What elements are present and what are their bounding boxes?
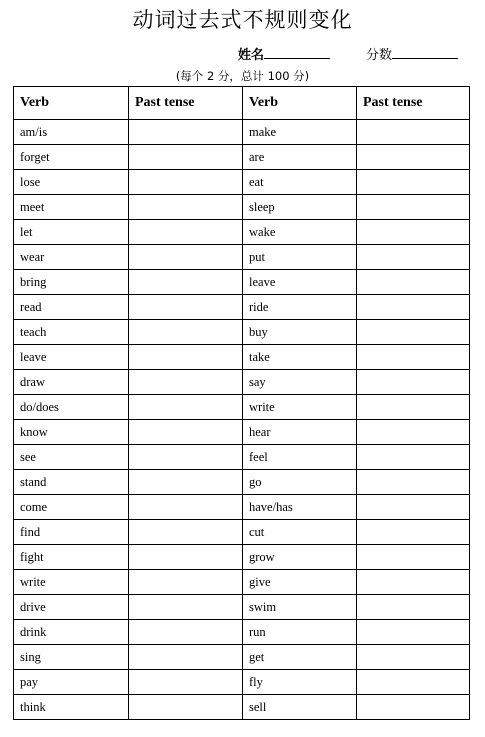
- verb-cell-right: take: [243, 345, 357, 370]
- past-tense-answer-left[interactable]: [129, 570, 243, 595]
- table-row: [14, 570, 470, 595]
- verb-cell-left: write: [14, 570, 129, 595]
- verb-cell-right: eat: [243, 170, 357, 195]
- verb-cell-left: let: [14, 220, 129, 245]
- past-tense-answer-right[interactable]: [357, 120, 470, 145]
- table-row: [14, 470, 470, 495]
- table-row: [14, 270, 470, 295]
- verb-cell-left: stand: [14, 470, 129, 495]
- past-tense-answer-left[interactable]: [129, 120, 243, 145]
- worksheet-title: 动词过去式不规则变化: [132, 8, 353, 32]
- name-field[interactable]: [238, 44, 330, 65]
- verb-cell-left: leave: [14, 345, 129, 370]
- past-tense-answer-left[interactable]: [129, 520, 243, 545]
- past-tense-answer-right[interactable]: [357, 195, 470, 220]
- table-row: [14, 370, 470, 395]
- past-tense-answer-left[interactable]: [129, 445, 243, 470]
- score-label: 分数: [366, 48, 393, 63]
- table-row: [14, 620, 470, 645]
- verb-cell-left: forget: [14, 145, 129, 170]
- verb-cell-left: drink: [14, 620, 129, 645]
- verb-cell-right: hear: [243, 420, 357, 445]
- verb-cell-right: fly: [243, 670, 357, 695]
- past-tense-answer-right[interactable]: [357, 670, 470, 695]
- verb-cell-right: give: [243, 570, 357, 595]
- table-row: [14, 395, 470, 420]
- past-tense-answer-right[interactable]: [357, 595, 470, 620]
- verb-table: [13, 86, 470, 720]
- verb-cell-left: find: [14, 520, 129, 545]
- past-tense-answer-left[interactable]: [129, 245, 243, 270]
- past-tense-answer-right[interactable]: [357, 245, 470, 270]
- table-row: [14, 345, 470, 370]
- past-tense-answer-right[interactable]: [357, 320, 470, 345]
- past-tense-answer-right[interactable]: [357, 495, 470, 520]
- past-tense-answer-left[interactable]: [129, 420, 243, 445]
- verb-cell-right: go: [243, 470, 357, 495]
- past-tense-answer-right[interactable]: [357, 470, 470, 495]
- table-row: [14, 295, 470, 320]
- table-row: [14, 495, 470, 520]
- table-row: [14, 695, 470, 720]
- past-tense-answer-right[interactable]: [357, 220, 470, 245]
- table-row: [14, 320, 470, 345]
- past-tense-answer-left[interactable]: [129, 145, 243, 170]
- past-tense-answer-right[interactable]: [357, 520, 470, 545]
- verb-cell-right: leave: [243, 270, 357, 295]
- past-tense-answer-left[interactable]: [129, 345, 243, 370]
- verb-cell-left: wear: [14, 245, 129, 270]
- past-tense-answer-right[interactable]: [357, 395, 470, 420]
- past-tense-answer-right[interactable]: [357, 695, 470, 720]
- verb-cell-right: wake: [243, 220, 357, 245]
- column-header-past-tense-left: Past tense: [129, 87, 243, 120]
- verb-cell-right: swim: [243, 595, 357, 620]
- table-row: [14, 420, 470, 445]
- verb-cell-right: sleep: [243, 195, 357, 220]
- past-tense-answer-left[interactable]: [129, 295, 243, 320]
- verb-cell-left: know: [14, 420, 129, 445]
- past-tense-answer-left[interactable]: [129, 670, 243, 695]
- table-row: [14, 145, 470, 170]
- past-tense-answer-right[interactable]: [357, 445, 470, 470]
- past-tense-answer-right[interactable]: [357, 170, 470, 195]
- table-row: [14, 445, 470, 470]
- past-tense-answer-left[interactable]: [129, 645, 243, 670]
- past-tense-answer-right[interactable]: [357, 645, 470, 670]
- verb-cell-left: bring: [14, 270, 129, 295]
- verb-table-body: [14, 120, 470, 720]
- past-tense-answer-left[interactable]: [129, 595, 243, 620]
- table-row: [14, 195, 470, 220]
- verb-cell-right: get: [243, 645, 357, 670]
- verb-cell-left: pay: [14, 670, 129, 695]
- table-row: [14, 520, 470, 545]
- table-row: [14, 645, 470, 670]
- verb-cell-right: grow: [243, 545, 357, 570]
- verb-cell-right: feel: [243, 445, 357, 470]
- past-tense-answer-left[interactable]: [129, 270, 243, 295]
- score-field[interactable]: [366, 44, 458, 65]
- verb-cell-left: teach: [14, 320, 129, 345]
- verb-cell-right: say: [243, 370, 357, 395]
- name-label: 姓名: [238, 48, 265, 63]
- past-tense-answer-left[interactable]: [129, 320, 243, 345]
- table-row: [14, 220, 470, 245]
- verb-cell-right: put: [243, 245, 357, 270]
- verb-cell-left: fight: [14, 545, 129, 570]
- verb-cell-right: cut: [243, 520, 357, 545]
- past-tense-answer-right[interactable]: [357, 145, 470, 170]
- past-tense-answer-right[interactable]: [357, 345, 470, 370]
- verb-cell-right: are: [243, 145, 357, 170]
- past-tense-answer-right[interactable]: [357, 420, 470, 445]
- table-row: [14, 245, 470, 270]
- past-tense-answer-right[interactable]: [357, 620, 470, 645]
- table-row: [14, 670, 470, 695]
- table-row: [14, 595, 470, 620]
- verb-cell-left: draw: [14, 370, 129, 395]
- column-header-verb-left: Verb: [14, 87, 129, 120]
- past-tense-answer-left[interactable]: [129, 220, 243, 245]
- verb-cell-left: see: [14, 445, 129, 470]
- past-tense-answer-right[interactable]: [357, 295, 470, 320]
- verb-cell-left: am/is: [14, 120, 129, 145]
- column-header-past-tense-right: Past tense: [357, 87, 470, 120]
- past-tense-answer-left[interactable]: [129, 620, 243, 645]
- verb-cell-left: think: [14, 695, 129, 720]
- past-tense-answer-left[interactable]: [129, 495, 243, 520]
- verb-cell-left: drive: [14, 595, 129, 620]
- verb-cell-right: ride: [243, 295, 357, 320]
- verb-cell-left: come: [14, 495, 129, 520]
- scoring-note: (每个 2 分，总计 100 分): [175, 69, 310, 83]
- score-blank[interactable]: [392, 44, 458, 59]
- student-info-row: [0, 44, 485, 64]
- past-tense-answer-left[interactable]: [129, 395, 243, 420]
- verb-cell-right: have/has: [243, 495, 357, 520]
- past-tense-answer-left[interactable]: [129, 170, 243, 195]
- column-header-verb-right: Verb: [243, 87, 357, 120]
- verb-cell-right: write: [243, 395, 357, 420]
- past-tense-answer-right[interactable]: [357, 570, 470, 595]
- verb-cell-left: sing: [14, 645, 129, 670]
- past-tense-answer-left[interactable]: [129, 545, 243, 570]
- past-tense-answer-left[interactable]: [129, 195, 243, 220]
- past-tense-answer-left[interactable]: [129, 470, 243, 495]
- name-blank[interactable]: [264, 44, 330, 59]
- verb-cell-right: buy: [243, 320, 357, 345]
- verb-cell-right: make: [243, 120, 357, 145]
- table-row: [14, 120, 470, 145]
- verb-cell-left: lose: [14, 170, 129, 195]
- past-tense-answer-right[interactable]: [357, 370, 470, 395]
- table-header-row: [14, 87, 470, 120]
- verb-cell-right: sell: [243, 695, 357, 720]
- table-row: [14, 545, 470, 570]
- verb-cell-right: run: [243, 620, 357, 645]
- past-tense-answer-right[interactable]: [357, 270, 470, 295]
- past-tense-answer-left[interactable]: [129, 695, 243, 720]
- past-tense-answer-left[interactable]: [129, 370, 243, 395]
- past-tense-answer-right[interactable]: [357, 545, 470, 570]
- verb-cell-left: read: [14, 295, 129, 320]
- verb-cell-left: meet: [14, 195, 129, 220]
- table-row: [14, 170, 470, 195]
- verb-cell-left: do/does: [14, 395, 129, 420]
